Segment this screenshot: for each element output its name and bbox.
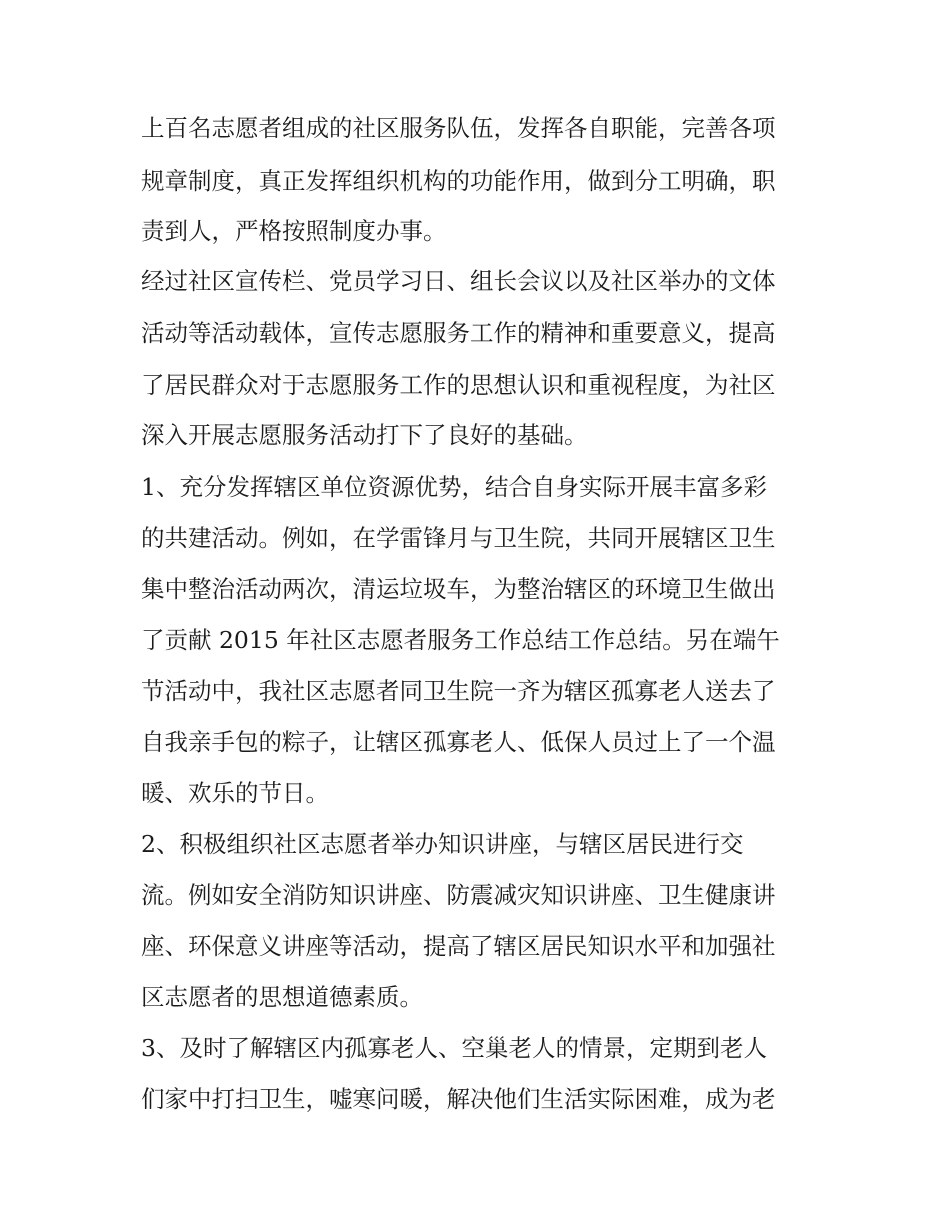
text-line: 经过社区宣传栏、党员学习日、组长会议以及社区举办的文体 xyxy=(141,267,776,295)
text-line: 流。例如安全消防知识讲座、防震减灾知识讲座、卫生健康讲 xyxy=(141,881,776,909)
text-line: 了居民群众对于志愿服务工作的思想认识和重视程度，为社区 xyxy=(141,371,776,399)
text-line: 深入开展志愿服务活动打下了良好的基础。 xyxy=(141,421,588,449)
text-line: 区志愿者的思想道德素质。 xyxy=(141,983,423,1011)
text-line: 的共建活动。例如，在学雷锋月与卫生院，共同开展辖区卫生 xyxy=(141,524,776,552)
text-line: 活动等活动载体，宣传志愿服务工作的精神和重要意义，提高 xyxy=(141,319,776,347)
text-line: 1、充分发挥辖区单位资源优势，结合自身实际开展丰富多彩 xyxy=(141,473,767,501)
text-line: 们家中打扫卫生，嘘寒问暖，解决他们生活实际困难，成为老 xyxy=(141,1085,776,1113)
text-line: 2、积极组织社区志愿者举办知识讲座，与辖区居民进行交 xyxy=(141,830,744,858)
text-line: 责到人，严格按照制度办事。 xyxy=(141,217,447,245)
text-line: 上百名志愿者组成的社区服务队伍，发挥各自职能，完善各项 xyxy=(141,114,776,142)
text-line: 节活动中，我社区志愿者同卫生院一齐为辖区孤寡老人送去了 xyxy=(141,677,776,705)
text-line: 座、环保意义讲座等活动，提高了辖区居民知识水平和加强社 xyxy=(141,932,776,960)
text-line: 规章制度，真正发挥组织机构的功能作用，做到分工明确，职 xyxy=(141,167,776,195)
text-line: 了贡献 2015 年社区志愿者服务工作总结工作总结。另在端午 xyxy=(141,626,780,654)
text-line: 3、及时了解辖区内孤寡老人、空巢老人的情景，定期到老人 xyxy=(141,1034,767,1062)
text-line: 暖、欢乐的节日。 xyxy=(141,779,329,807)
text-line: 集中整治活动两次，清运垃圾车，为整治辖区的环境卫生做出 xyxy=(141,575,776,603)
text-line: 自我亲手包的粽子，让辖区孤寡老人、低保人员过上了一个温 xyxy=(141,728,776,756)
